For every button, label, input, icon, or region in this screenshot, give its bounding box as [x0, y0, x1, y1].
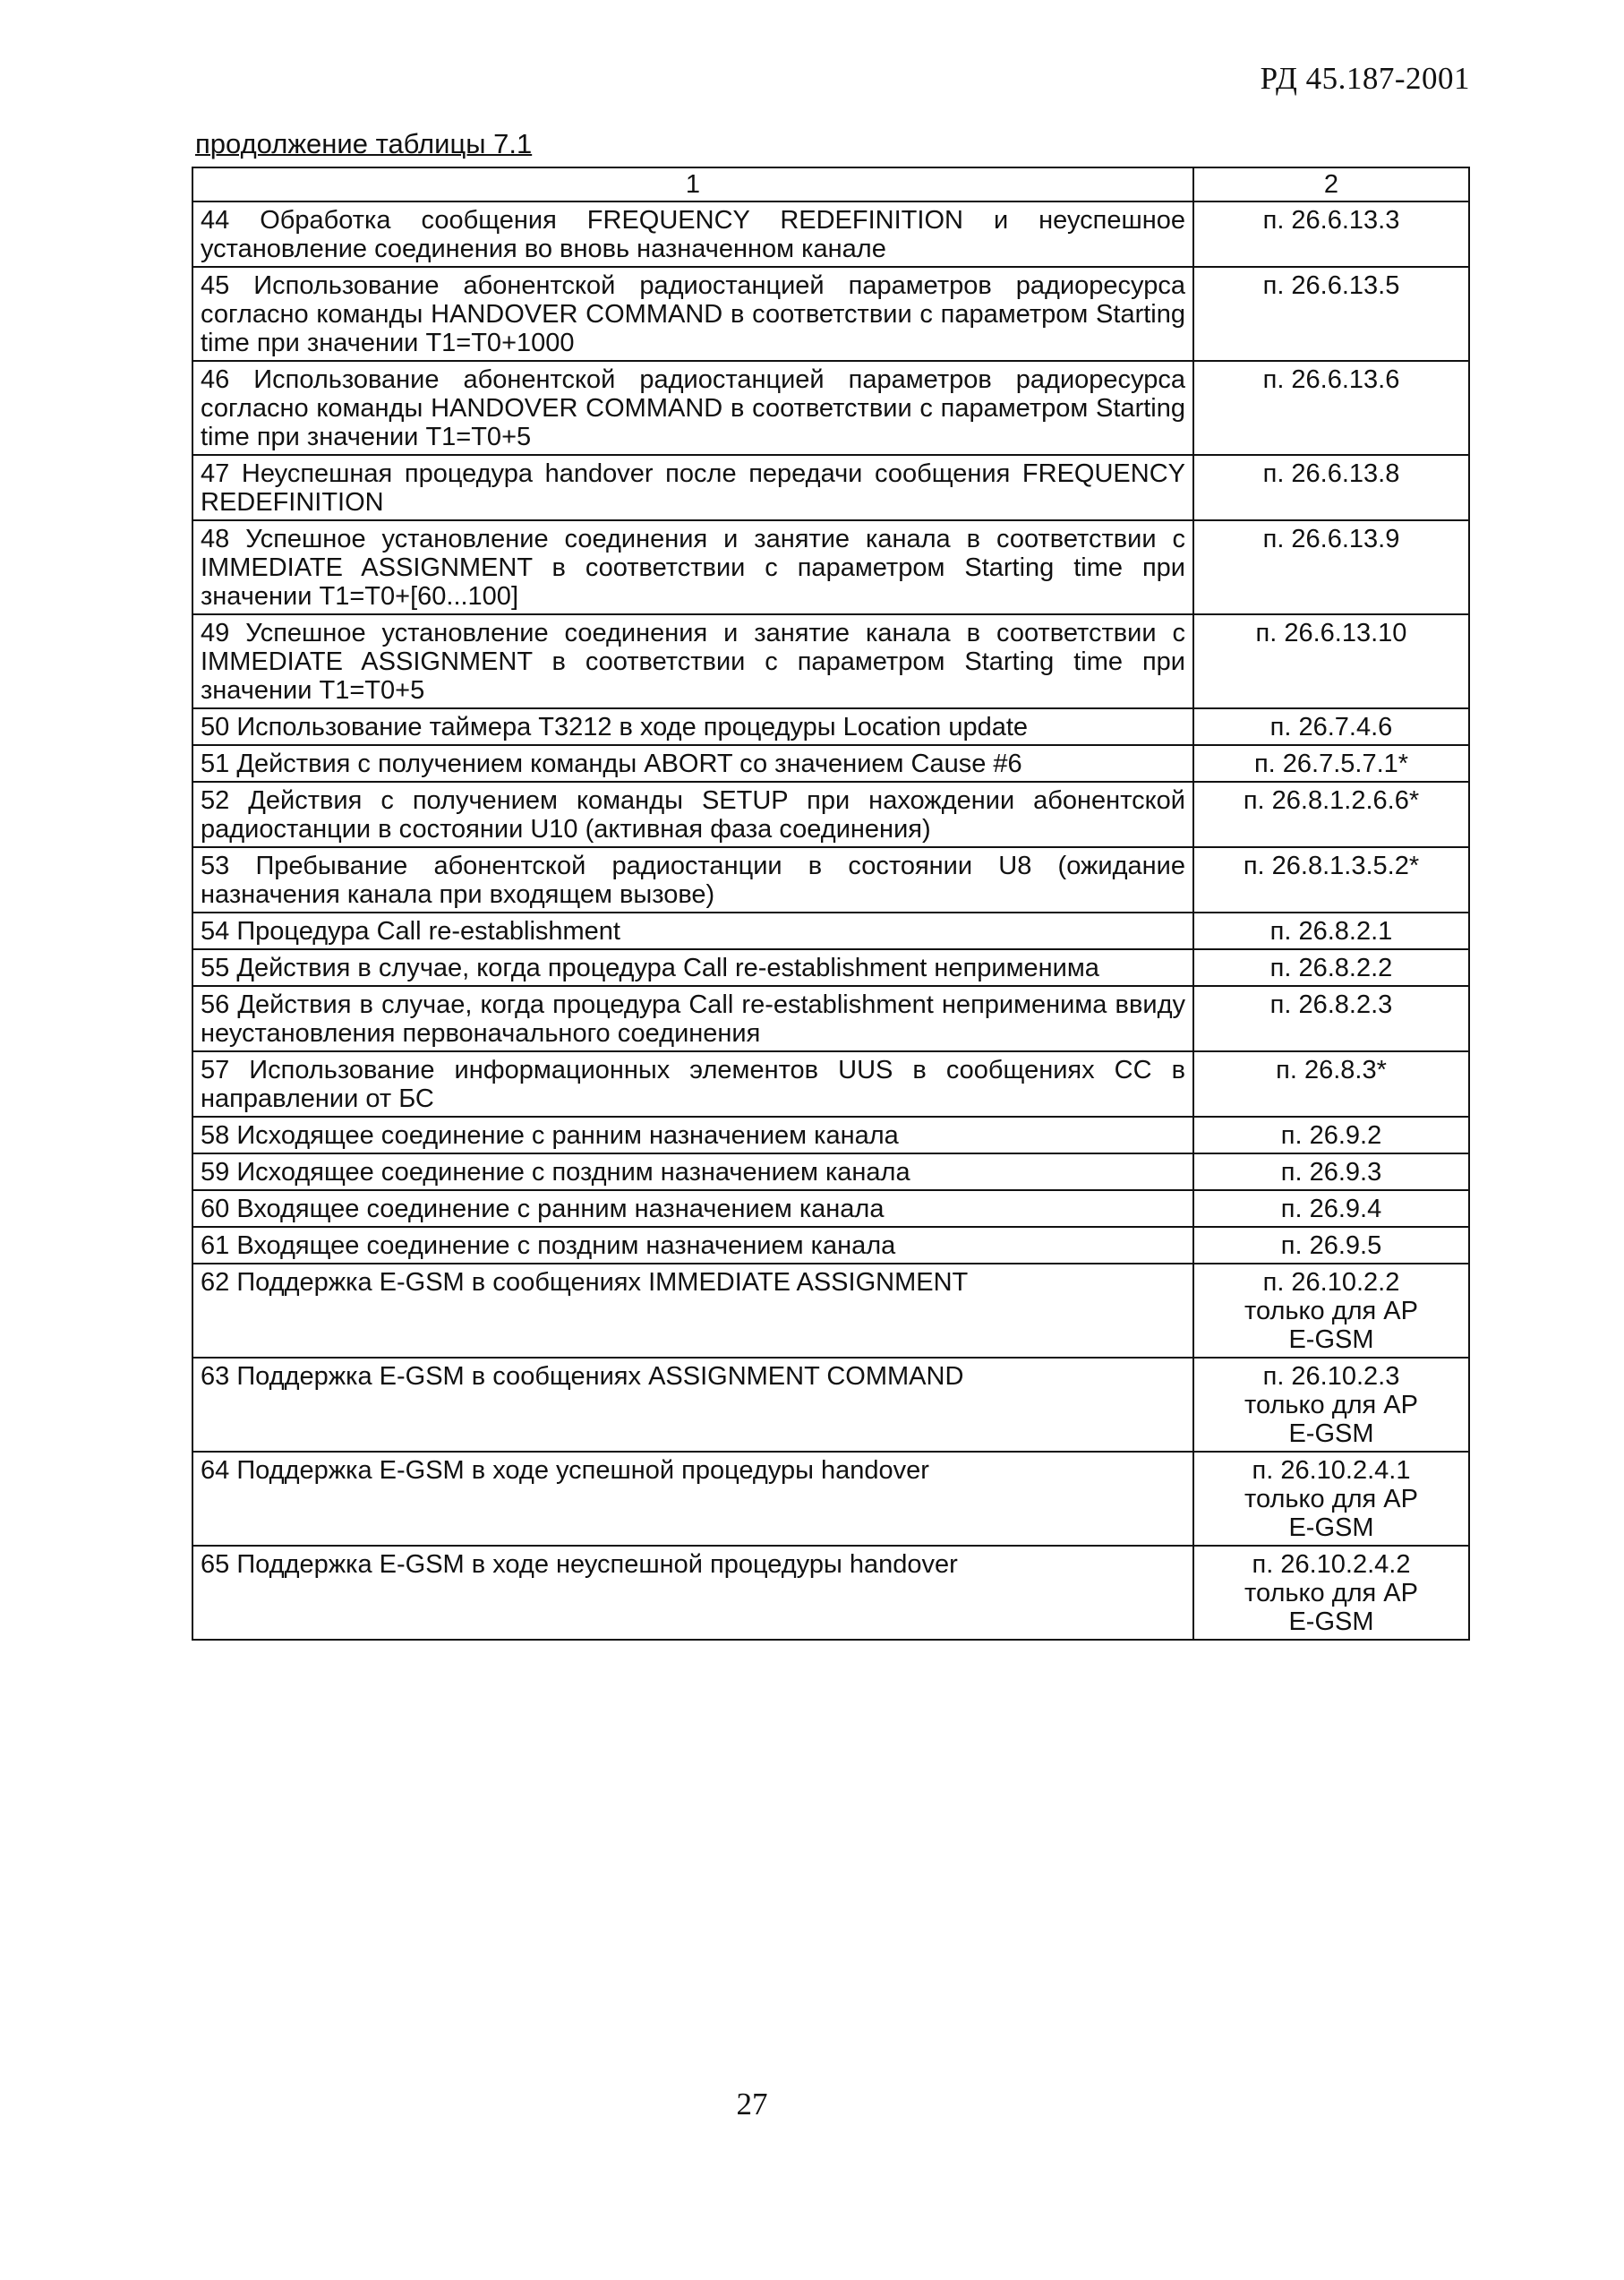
row-reference	[1193, 745, 1469, 782]
row-description: 47 Неуспешная процедура handover после передачи сообщения FREQUENCY REDEFINITION	[192, 455, 1193, 520]
row-reference	[1193, 361, 1469, 455]
row-description: 52 Действия с получением команды SETUP при нахождении абонентской радиостанции в состоянии U10 (активная фаза соединения)	[192, 782, 1193, 847]
table-row	[192, 708, 1469, 745]
table-row	[192, 986, 1469, 1051]
table-row	[192, 1452, 1469, 1546]
reference-line: п. 26.6.13.6	[1262, 365, 1400, 394]
row-reference	[1193, 267, 1469, 361]
row-description: 55 Действия в случае, когда процедура Call re-establishment неприменима	[192, 949, 1193, 986]
table-row	[192, 455, 1469, 520]
table-row	[192, 267, 1469, 361]
reference-line: п. 26.9.3	[1280, 1158, 1382, 1187]
table-row	[192, 201, 1469, 267]
row-reference	[1193, 520, 1469, 614]
reference-line: E-GSM	[1288, 1607, 1374, 1636]
table-row	[192, 1190, 1469, 1227]
reference-line: E-GSM	[1288, 1419, 1374, 1448]
row-description: 51 Действия с получением команды ABORT со значением Cause #6	[192, 745, 1193, 782]
table-caption: продолжение таблицы 7.1	[195, 128, 533, 159]
row-reference	[1193, 614, 1469, 708]
row-description: 56 Действия в случае, когда процедура Call re-establishment неприменима ввиду неустановления первоначального соединения	[192, 986, 1193, 1051]
reference-line: E-GSM	[1288, 1325, 1374, 1354]
table-row	[192, 847, 1469, 913]
reference-line: п. 26.9.4	[1280, 1195, 1382, 1223]
reference-line: п. 26.7.4.6	[1269, 713, 1393, 741]
row-description: 44 Обработка сообщения FREQUENCY REDEFINITION и неуспешное установление соединения во вновь назначенном канале	[192, 201, 1193, 267]
row-reference	[1193, 1546, 1469, 1640]
reference-line: п. 26.8.3*	[1276, 1056, 1387, 1084]
table-row	[192, 1117, 1469, 1153]
requirements-table	[192, 167, 1470, 1641]
reference-line: п. 26.10.2.4.1	[1252, 1456, 1411, 1485]
reference-line: E-GSM	[1288, 1513, 1374, 1542]
reference-line: п. 26.8.2.1	[1269, 917, 1393, 946]
row-reference	[1193, 913, 1469, 949]
row-reference	[1193, 1452, 1469, 1546]
row-reference	[1193, 1190, 1469, 1227]
page-number: 27	[736, 2087, 768, 2121]
reference-line: только для АР	[1244, 1485, 1418, 1513]
row-reference	[1193, 1051, 1469, 1117]
column-header-1: 1	[192, 167, 1193, 201]
reference-line: п. 26.8.2.2	[1269, 954, 1393, 982]
reference-line: п. 26.10.2.3	[1262, 1362, 1400, 1391]
reference-line: п. 26.10.2.4.2	[1252, 1550, 1411, 1579]
row-description: 61 Входящее соединение с поздним назначением канала	[192, 1227, 1193, 1264]
reference-line: п. 26.8.1.3.5.2*	[1243, 852, 1420, 880]
row-reference	[1193, 1153, 1469, 1190]
row-description: 58 Исходящее соединение с ранним назначением канала	[192, 1117, 1193, 1153]
reference-line: п. 26.6.13.5	[1262, 271, 1400, 300]
table-row	[192, 1546, 1469, 1640]
reference-line: п. 26.8.2.3	[1269, 990, 1393, 1019]
table-body	[192, 201, 1469, 1640]
row-description: 48 Успешное установление соединения и занятие канала в соответствии с IMMEDIATE ASSIGNMENT в соответствии с параметром Starting time при значении T1=T0+[60...100]	[192, 520, 1193, 614]
reference-line: п. 26.6.13.9	[1262, 525, 1400, 553]
reference-line: п. 26.10.2.2	[1262, 1268, 1400, 1297]
row-reference	[1193, 1358, 1469, 1452]
reference-line: только для АР	[1244, 1391, 1418, 1419]
row-description: 60 Входящее соединение с ранним назначением канала	[192, 1190, 1193, 1227]
row-description: 63 Поддержка E-GSM в сообщениях ASSIGNMENT COMMAND	[192, 1358, 1193, 1452]
table-row	[192, 520, 1469, 614]
table-row	[192, 614, 1469, 708]
table-header-row	[192, 167, 1469, 201]
row-reference	[1193, 1117, 1469, 1153]
row-description: 62 Поддержка E-GSM в сообщениях IMMEDIATE ASSIGNMENT	[192, 1264, 1193, 1358]
table-row	[192, 361, 1469, 455]
row-description: 46 Использование абонентской радиостанцией параметров радиоресурса согласно команды HANDOVER COMMAND в соответствии с параметром Starting time при значении T1=T0+5	[192, 361, 1193, 455]
reference-line: п. 26.6.13.3	[1262, 206, 1400, 235]
table-row	[192, 949, 1469, 986]
row-reference	[1193, 708, 1469, 745]
reference-line: только для АР	[1244, 1579, 1418, 1607]
document-code: РД 45.187-2001	[1260, 61, 1470, 96]
column-header-2: 2	[1193, 167, 1469, 201]
row-description: 64 Поддержка E-GSM в ходе успешной процедуры handover	[192, 1452, 1193, 1546]
reference-line: п. 26.7.5.7.1*	[1253, 750, 1409, 778]
row-reference	[1193, 986, 1469, 1051]
row-description: 59 Исходящее соединение с поздним назначением канала	[192, 1153, 1193, 1190]
reference-line: п. 26.6.13.10	[1255, 619, 1407, 647]
row-reference	[1193, 455, 1469, 520]
row-reference	[1193, 1227, 1469, 1264]
row-description: 50 Использование таймера T3212 в ходе процедуры Location update	[192, 708, 1193, 745]
row-description: 49 Успешное установление соединения и занятие канала в соответствии с IMMEDIATE ASSIGNMENT в соответствии с параметром Starting time при значении T1=T0+5	[192, 614, 1193, 708]
table-row	[192, 913, 1469, 949]
reference-line: п. 26.6.13.8	[1262, 459, 1400, 488]
row-description: 45 Использование абонентской радиостанцией параметров радиоресурса согласно команды HANDOVER COMMAND в соответствии с параметром Starting time при значении T1=T0+1000	[192, 267, 1193, 361]
row-reference	[1193, 949, 1469, 986]
row-reference	[1193, 1264, 1469, 1358]
reference-line: п. 26.8.1.2.6.6*	[1243, 786, 1420, 815]
row-description: 65 Поддержка E-GSM в ходе неуспешной процедуры handover	[192, 1546, 1193, 1640]
table-row	[192, 745, 1469, 782]
row-description: 54 Процедура Call re-establishment	[192, 913, 1193, 949]
row-description: 53 Пребывание абонентской радиостанции в состоянии U8 (ожидание назначения канала при входящем вызове)	[192, 847, 1193, 913]
reference-line: п. 26.9.5	[1280, 1231, 1382, 1260]
table-row	[192, 1153, 1469, 1190]
table-row	[192, 1227, 1469, 1264]
table-row	[192, 1264, 1469, 1358]
table-row	[192, 782, 1469, 847]
row-reference	[1193, 201, 1469, 267]
reference-line: только для АР	[1244, 1297, 1418, 1325]
row-reference	[1193, 782, 1469, 847]
table-row	[192, 1358, 1469, 1452]
table-row	[192, 1051, 1469, 1117]
row-description: 57 Использование информационных элементов UUS в сообщениях CC в направлении от БС	[192, 1051, 1193, 1117]
row-reference	[1193, 847, 1469, 913]
reference-line: п. 26.9.2	[1280, 1121, 1382, 1150]
